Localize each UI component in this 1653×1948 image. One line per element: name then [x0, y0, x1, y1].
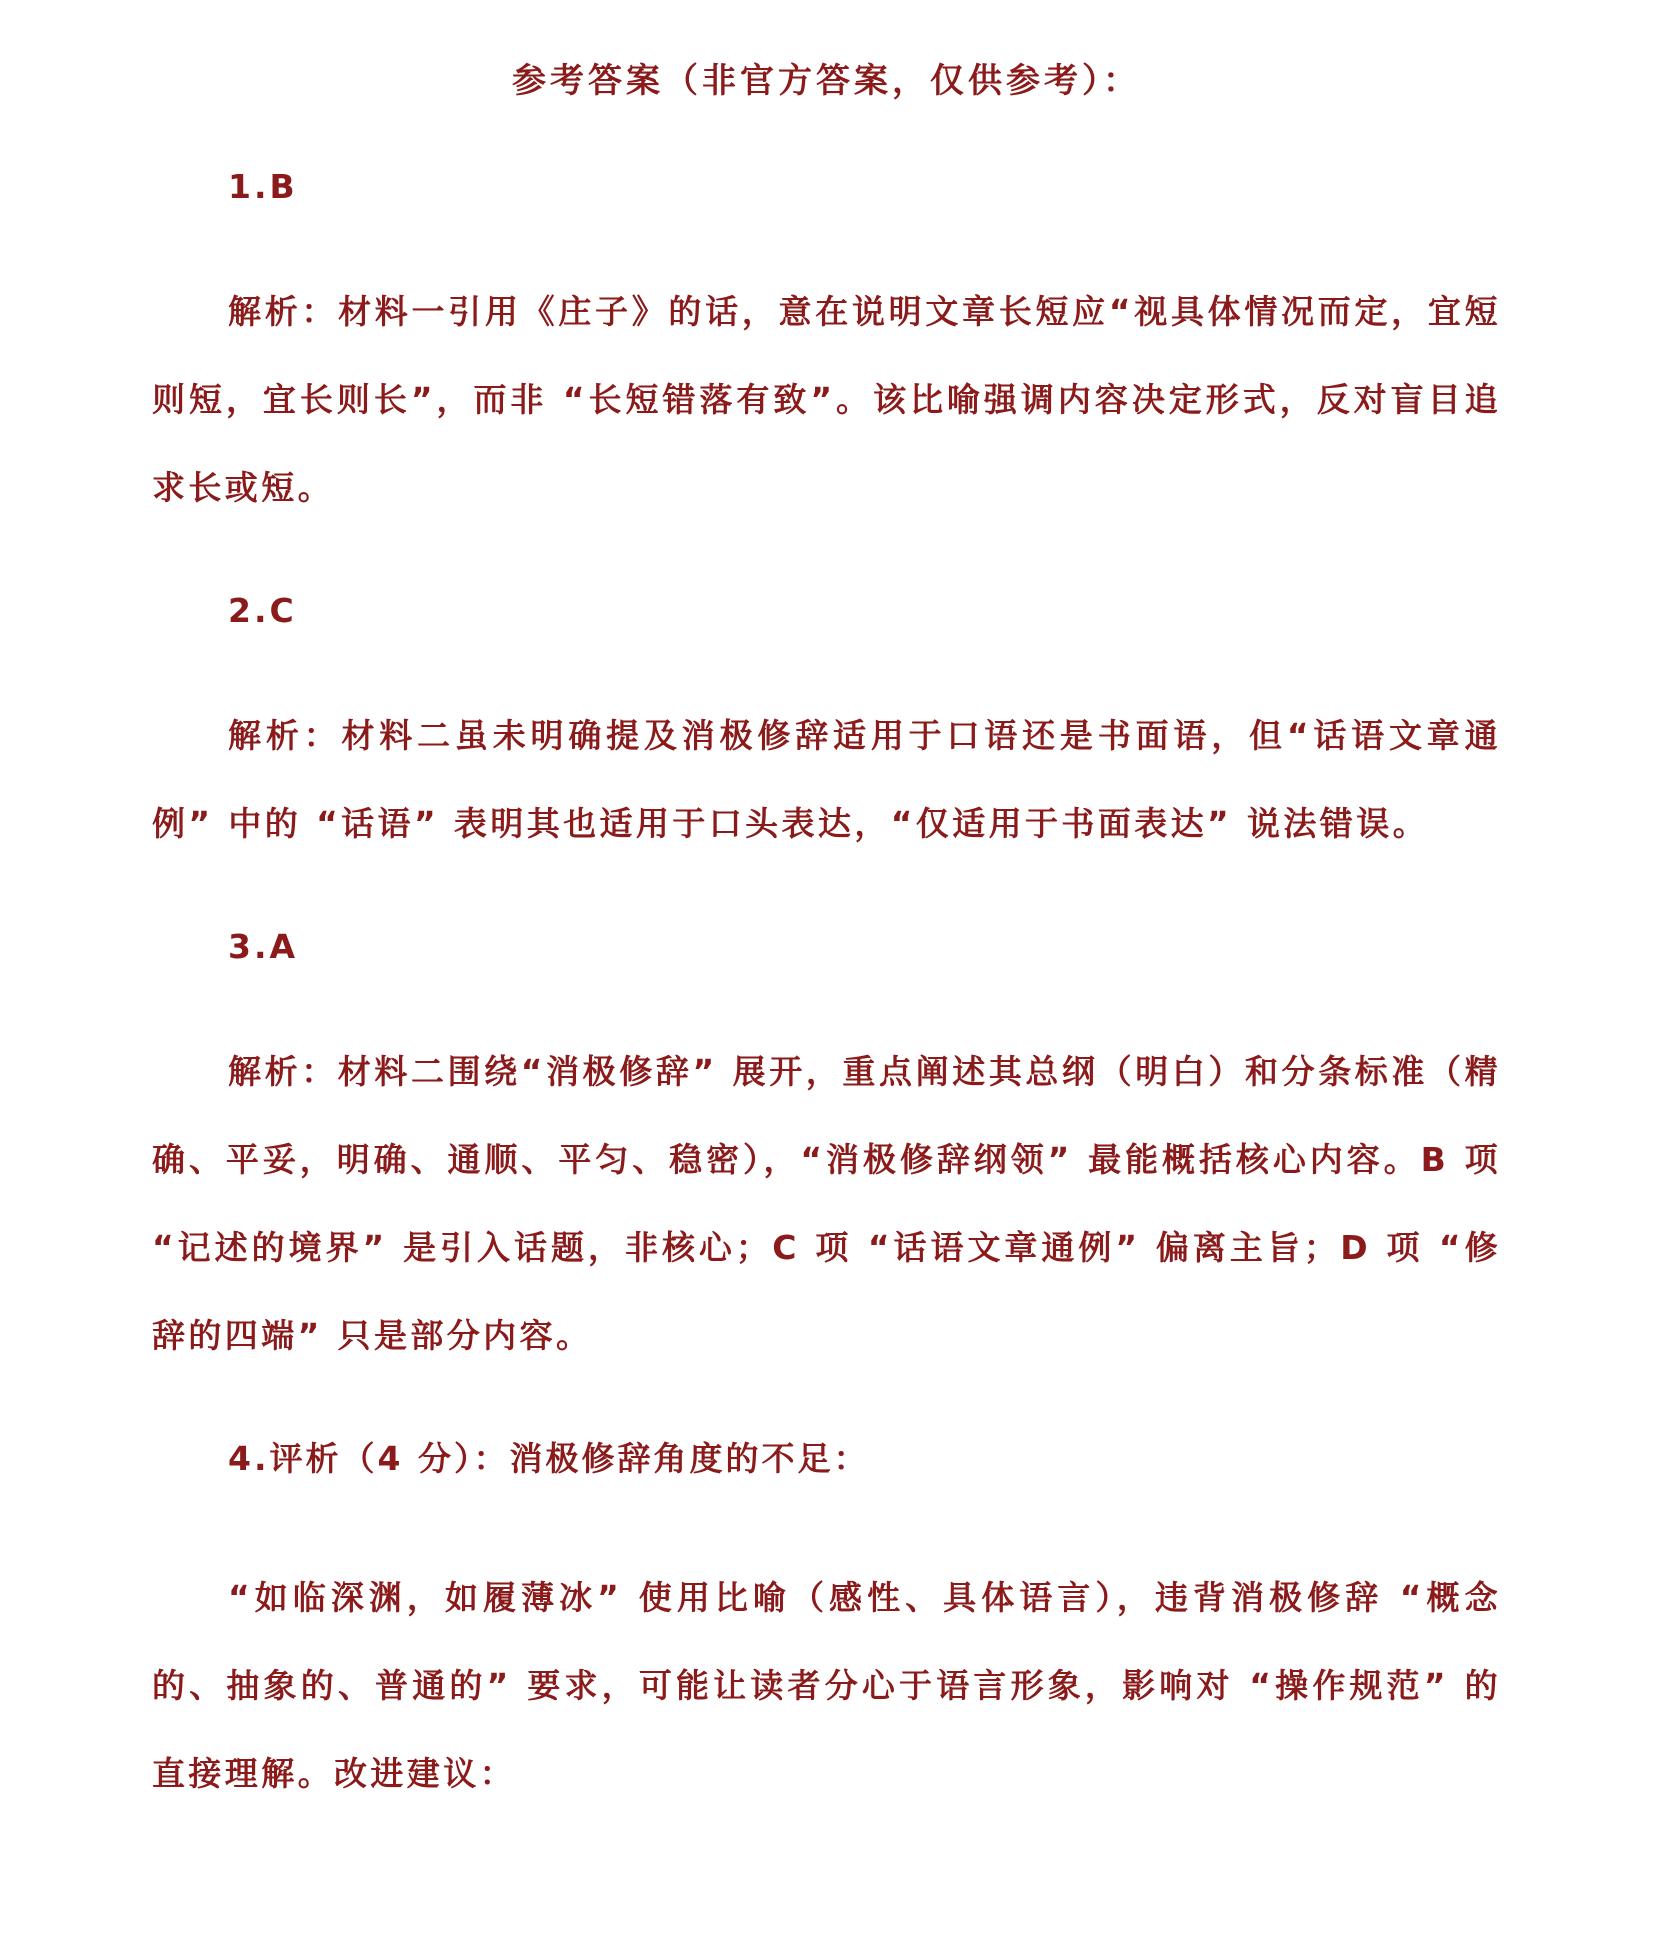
answer-2: 2.C — [228, 591, 297, 630]
analysis-3: 解析：材料二围绕“消极修辞” 展开，重点阐述其总纲（明白）和分条标准（精确、平妥，明确、通顺、平匀、稳密），“消极修辞纲领” 最能概括核心内容。B 项 “记述的境界” 是引入话题，非核心；C 项 “话语文章通例” 偏离主旨；D 项 “修辞的四端” 只是部分内容。 — [152, 1052, 1501, 1355]
analysis-4: “如临深渊，如履薄冰” 使用比喻（感性、具体语言），违背消极修辞 “概念的、抽象的、普通的” 要求，可能让读者分心于语言形象，影响对 “操作规范” 的直接理解。改进建议： — [152, 1578, 1501, 1793]
page-title: 参考答案（非官方答案，仅供参考）： — [512, 61, 1141, 101]
answer-4-heading: 4.评析（4 分）：消极修辞角度的不足： — [228, 1439, 870, 1478]
analysis-1: 解析：材料一引用《庄子》的话，意在说明文章长短应“视具体情况而定，宜短则短，宜长则长”，而非 “长短错落有致”。该比喻强调内容决定形式，反对盲目追求长或短。 — [152, 292, 1501, 507]
analysis-2: 解析：材料二虽未明确提及消极修辞适用于口语还是书面语，但“话语文章通例” 中的 “话语” 表明其也适用于口头表达，“仅适用于书面表达” 说法错误。 — [152, 716, 1501, 843]
answer-1: 1.B — [228, 167, 298, 206]
answer-3: 3.A — [228, 927, 299, 966]
